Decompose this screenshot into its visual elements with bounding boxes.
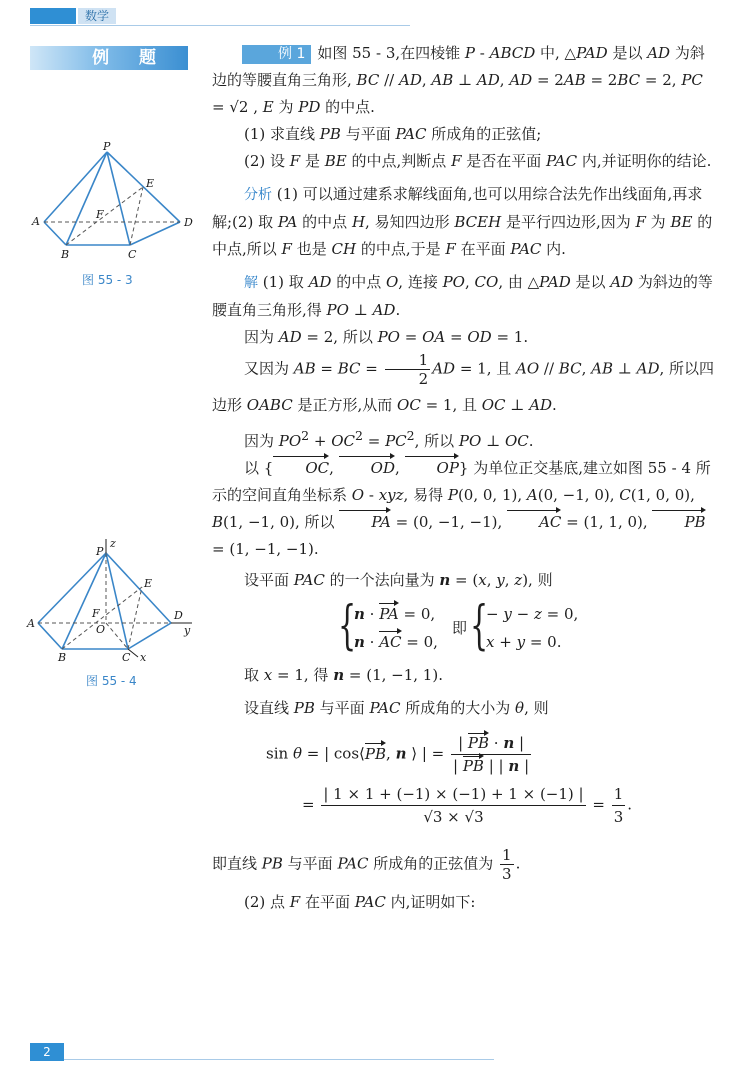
fig1-label-P: P [103,140,111,153]
solution-step-8: 设直线 PB 与平面 PAC 所成角的大小为 θ, 则 [244,699,549,717]
solution-step-1: 解 (1) 取 AD 的中点 O, 连接 PO, CO, 由 △PAD 是以 AD 为斜边的等腰直角三角形,得 PO ⊥ AD. [212,273,713,319]
question-1: (1) 求直线 PB 与平面 PAC 所成角的正弦值; [244,125,542,143]
analysis: 分析 (1) 可以通过建系求解线面角,也可以用综合法先作出线面角,再求解;(2) 取 PA 的中点 H, 易知四边形 BCEH 是平行四边形,因为 F 为 BE 的中点,所以 F 也是 CH 的中点,于是 F 在平面 PAC 内. [212,185,713,258]
example-tag: 例 1 [242,45,311,64]
fig2-label-x: x [140,651,147,664]
fig2-label-E: E [144,577,153,590]
fig2-label-O: O [96,623,106,636]
equation-system: { n · PA = 0, n · AC = 0, 即 { − y − z = 0, x + y = 0. [338,596,579,656]
formula-result: = $\frac{| 1 \times 1 + (-1) \times (-1) + 1 \times (-1) |}{√3 \times √3}$ = $\frac{1}{3}$ . [302,785,633,826]
analysis-tag: 分析 [244,187,272,203]
section-banner [30,46,188,70]
fig1-caption: 图 55 - 3 [82,273,133,287]
figure-55-3 [28,140,198,270]
figure-55-4 [26,535,202,665]
solution-step-5: 以 { OC, OD, OP} 为单位正交基底,建立如图 55 - 4 所示的空间直角坐标系 O - xyz, 易得 P(0, 0, 1), A(0, −1, 0), C(1, 0, 0), B(1, −1, 0), 所以 PA = (0, −1, −1), AC = (1, 1, 0), PB = (1, −1, −1). [212,455,718,563]
fig2-label-P: P [96,545,104,558]
header-color-block [30,8,76,24]
page-number: 2 [30,1043,64,1061]
solution-step-2: 因为 AD = 2, 所以 PO = OA = OD = 1. [244,328,529,346]
header-rule [30,25,410,26]
fig1-label-A: A [32,215,40,228]
fig2-caption: 图 55 - 4 [86,674,137,688]
fig2-label-y: y [184,624,191,637]
fig2-label-A: A [27,617,35,630]
subject-tab: 数学 [78,8,116,24]
fig2-label-z: z [110,537,116,550]
main-content [212,40,718,916]
section-title: 例 题 [92,48,168,68]
fig2-label-F: F [92,607,100,620]
solution-tag: 解 [244,275,258,291]
fig1-label-C: C [128,248,137,261]
example-statement: 例 1 如图 55 - 3,在四棱锥 P - ABCD 中, △PAD 是以 AD 为斜边的等腰直角三角形, BC // AD, AB ⊥ AD, AD = 2AB = 2BC = 2, PC = √2 , E 为 PD 的中点. [212,44,705,116]
fig1-label-D: D [184,216,193,229]
fig2-label-D: D [174,609,183,622]
fig2-label-C: C [122,651,131,664]
solution-conclusion: 即直线 PB 与平面 PAC 所成角的正弦值为 $\frac{1}{3}$ . [212,846,521,883]
solution-step-6: 设平面 PAC 的一个法向量为 n = (x, y, z), 则 [244,571,553,589]
solution-step-7: 取 x = 1, 得 n = (1, −1, 1). [244,666,443,684]
fig1-label-F: F [96,208,104,221]
solution-step-3: 又因为 AB = BC = $\frac{1}{2}$ AD = 1, 且 AO // BC, AB ⊥ AD, 所以四边形 OABC 是正方形,从而 OC = 1, 且 OC ⊥ AD. [212,351,715,414]
formula-sin: sin θ = | cos⟨PB, n ⟩ | = $\frac{| PB \cdot n |}{| PB | | n |}$ [266,734,530,775]
fig1-label-B: B [61,248,70,261]
footer-rule [64,1059,494,1060]
fig2-label-B: B [58,651,67,664]
question-2: (2) 设 F 是 BE 的中点,判断点 F 是否在平面 PAC 内,并证明你的结论. [244,152,712,170]
solution-part-2: (2) 点 F 在平面 PAC 内,证明如下: [244,893,476,911]
solution-step-4: 因为 $PO^2 + OC^2 = PC^2$, 所以 PO ⊥ OC. [244,428,534,450]
fig1-label-E: E [146,177,155,190]
